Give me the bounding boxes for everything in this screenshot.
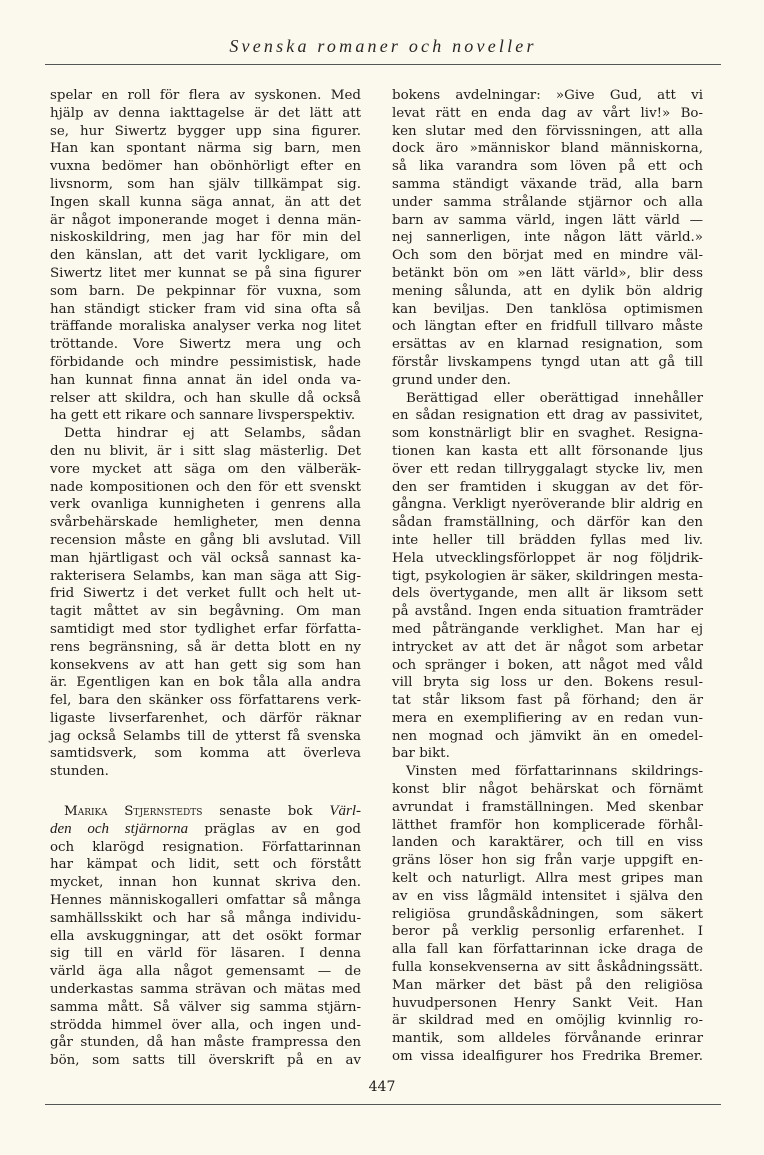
text-line: sådan framställning, och därför kan den xyxy=(392,515,703,531)
footer-rule xyxy=(45,1104,721,1105)
text-line: han ständigt sticker fram vid sina ofta så xyxy=(50,301,361,317)
text-line: vuxna bedömer han obönhörligt efter en xyxy=(50,159,361,175)
text-line: nen mognad och jämvikt än en omedel- xyxy=(392,728,703,744)
text-line: levat rätt en enda dag av vårt liv!» Bo- xyxy=(392,105,703,121)
text-line xyxy=(50,821,361,839)
text-line: sig till en värld för läsaren. I denna xyxy=(50,946,361,962)
text-line: ella avskuggningar, att det osökt formar xyxy=(50,928,361,944)
text-line: bokens avdelningar: »Give Gud, att vi xyxy=(392,88,703,103)
text-line: Berättigad eller oberättigad innehåller xyxy=(406,390,703,406)
text-line: beror på verklig personlig erfarenhet. I xyxy=(392,924,703,940)
text-line: man hjärtligast och väl också sannast ka- xyxy=(50,550,361,566)
text-line: går stunden, då han måste frampressa den xyxy=(50,1035,361,1051)
text-line: underkastas samma strävan och mätas med xyxy=(50,982,361,998)
text-line: grund under den. xyxy=(392,372,511,388)
text-line: spelar en roll för flera av syskonen. Med xyxy=(50,88,361,103)
text-line: mening sålunda, att en dylik bön aldrig xyxy=(392,283,703,299)
text-line: nade kompositionen och den för ett svenskt xyxy=(50,479,361,495)
text-line: samtidsverk, som komma att överleva xyxy=(50,746,361,762)
text-segment: präglas av en god xyxy=(188,821,361,837)
text-line: samtidigt med stor tydlighet erfar författa- xyxy=(50,621,361,637)
text-line: förbidande och mindre pessimistisk, hade xyxy=(50,354,361,370)
text-line: Och som den börjat med en mindre väl- xyxy=(392,248,703,264)
text-line: dels övertygande, men allt är liksom sett xyxy=(392,586,703,602)
text-line: vore mycket att säga om den välberäk- xyxy=(50,461,361,477)
header-rule xyxy=(45,64,721,65)
text-line xyxy=(50,803,361,821)
text-line: och klarögd resignation. Författarinnan xyxy=(50,839,361,855)
book-title: Värl- xyxy=(329,803,361,820)
text-line: Detta hindrar ej att Selambs, sådan xyxy=(64,426,361,442)
page-number: 447 xyxy=(368,1079,396,1095)
text-line: den ser framtiden i skuggan av det för- xyxy=(392,479,703,495)
text-line: gräns löser hon sig från varje uppgift en- xyxy=(392,853,703,869)
text-line: kelt och naturligt. Allra mest gripes man xyxy=(392,871,703,887)
text-line: samma mått. Så välver sig samma stjärn- xyxy=(50,999,361,1015)
text-line: frid Siwertz i det verket fullt och helt ut- xyxy=(50,586,361,602)
text-line: Hennes människogalleri omfattar så många xyxy=(50,893,361,909)
text-line: av en viss lågmäld intensitet i själva den xyxy=(392,888,703,904)
text-line: och spränger i boken, att något med våld xyxy=(392,657,703,673)
text-line: gångna. Verkligt nyeröverande blir aldrig en xyxy=(392,497,703,513)
text-line: svårbehärskade hemligheter, men denna xyxy=(50,515,361,531)
text-line: mycket, innan hon kunnat skriva den. xyxy=(50,875,361,891)
text-line: intrycket av att det är något som arbetar xyxy=(392,639,703,655)
text-line: alla fall kan författarinnan icke draga de xyxy=(392,942,703,958)
author-name: Marika Stjernstedts xyxy=(64,804,203,820)
section-gap xyxy=(50,781,361,803)
text-line: är skildrad med en omöjlig kvinnlig ro- xyxy=(392,1013,703,1029)
text-line: en sådan resignation ett drag av passivitet, xyxy=(392,408,703,424)
text-line: Man märker det bäst på den religiösa xyxy=(392,977,703,993)
text-line: se, hur Siwertz bygger upp sina figurer. xyxy=(50,123,361,139)
text-line: niskoskildring, men jag har för min del xyxy=(50,230,361,246)
text-line: strödda himmel över alla, och ingen und- xyxy=(50,1017,361,1033)
text-line: den nu blivit, är i sitt slag mästerlig. Det xyxy=(50,443,361,459)
text-line: som barn. De pekpinnar för vuxna, som xyxy=(50,283,361,299)
text-line: kan beviljas. Den tanklösa optimismen xyxy=(392,301,703,317)
text-line: så lika varandra som löven på ett och xyxy=(392,159,703,175)
paragraph xyxy=(392,390,703,764)
paragraph xyxy=(392,763,703,1066)
text-line: hjälp av denna iakttagelse är det lätt att xyxy=(50,105,361,121)
paragraph xyxy=(50,425,361,781)
text-line: är något imponerande moget i denna män- xyxy=(50,212,361,228)
text-line: träffande moraliska analyser verka nog litet xyxy=(50,319,361,335)
text-line: tigt, psykologien är säker, skildringen mesta- xyxy=(392,568,703,584)
text-line: mantik, som alldeles förvånande erinrar xyxy=(392,1031,703,1047)
text-line: barn av samma värld, ingen lätt värld — xyxy=(392,212,703,228)
text-line: bön, som satts till överskrift på en av xyxy=(50,1053,361,1069)
paragraph xyxy=(392,87,703,390)
text-line: fel, bara den skänker oss författarens verk- xyxy=(50,693,361,709)
text-line: bar bikt. xyxy=(392,746,450,762)
paragraph xyxy=(50,803,361,1070)
text-line: religiösa grundåskådningen, som säkert xyxy=(392,906,703,922)
text-line: konsekvens av att han gett sig som han xyxy=(50,657,361,673)
text-line: livsnorm, som han själv tillkämpat sig. xyxy=(50,176,361,192)
text-line: han kunnat finna annat än idel onda va- xyxy=(50,372,361,388)
text-line: ligaste livserfarenhet, och därför räknar xyxy=(50,710,361,726)
text-line: rakterisera Selambs, kan man säga att Sig- xyxy=(50,568,361,584)
text-line: tagit måttet av sin begåvning. Om man xyxy=(50,604,361,620)
text-line: tröttande. Vore Siwertz mera ung och xyxy=(50,337,361,353)
text-line: huvudpersonen Henry Sankt Veit. Han xyxy=(392,995,703,1011)
text-line: Vinsten med författarinnans skildrings- xyxy=(406,764,703,780)
paragraph xyxy=(50,87,361,425)
text-line: stunden. xyxy=(50,764,109,780)
text-segment: senaste bok xyxy=(202,804,330,820)
right-column xyxy=(392,87,703,1066)
book-title: den och stjärnorna xyxy=(50,820,189,837)
text-line: vill bryta sig loss ur den. Bokens resul- xyxy=(392,675,703,691)
text-line: under samma strålande stjärnor och alla xyxy=(392,194,703,210)
text-line: har kämpat och lidit, sett och förstått xyxy=(50,857,361,873)
text-line: ha gett ett rikare och sannare livsperspektiv. xyxy=(50,408,356,424)
text-line: betänkt bön om »en lätt värld», blir dess xyxy=(392,265,703,281)
text-line: den känslan, att det varit lyckligare, om xyxy=(50,248,361,264)
text-line: avrundat i framställningen. Med skenbar xyxy=(392,799,703,815)
text-line: ersättas av en klarnad resignation, som xyxy=(392,337,703,353)
text-line: över ett redan tillryggalagt stycke liv, men xyxy=(392,461,703,477)
text-line: jag också Selambs till de ytterst få svenska xyxy=(50,728,361,744)
text-line: värld äga alla något gemensamt — de xyxy=(50,964,361,980)
text-line: samhällsskikt och har så många individu- xyxy=(50,910,361,926)
text-line: tat står liksom fast på förhand; den är xyxy=(392,693,703,709)
text-line: relser att skildra, och han skulle då också xyxy=(50,390,361,406)
text-line: Siwertz litet mer kunnat se på sina figurer xyxy=(50,265,361,281)
left-column xyxy=(50,87,361,1070)
text-line: dock äro »människor bland människorna, xyxy=(392,141,703,157)
text-line: på avstånd. Ingen enda situation framträder xyxy=(392,604,703,620)
text-line: samma ständigt växande träd, alla barn xyxy=(392,176,703,192)
text-line: Hela utvecklingsförloppet är nog följdrik- xyxy=(392,550,703,566)
running-title: Svenska romaner och noveller xyxy=(229,36,537,56)
text-line: inte heller till brädden fyllas med liv. xyxy=(392,532,703,548)
text-line: tionen kan kasta ett allt försonande ljus xyxy=(392,443,703,459)
text-line: landen och karaktärer, och till en viss xyxy=(392,835,703,851)
text-line: Ingen skall kunna säga annat, än att det xyxy=(50,194,361,210)
text-line: om vissa idealfigurer hos Fredrika Bremer. xyxy=(392,1049,703,1065)
text-line: konst blir något behärskat och förnämt xyxy=(392,782,703,798)
text-line: rens begränsning, så är detta blott en ny xyxy=(50,639,361,655)
text-line: förstår livskampens tyngd utan att gå till xyxy=(392,354,703,370)
text-line: med påträngande verklighet. Man har ej xyxy=(392,621,703,637)
text-line: ken slutar med den förvissningen, att alla xyxy=(392,123,703,139)
text-line: Han kan spontant närma sig barn, men xyxy=(50,141,361,157)
text-line: nej sannerligen, inte någon lätt värld.» xyxy=(392,230,703,246)
text-line: recension måste en gång bli avslutad. Vill xyxy=(50,532,361,548)
text-line: lätthet framför hon komplicerade förhål- xyxy=(392,817,703,833)
text-line: är. Egentligen kan en bok tåla alla andra xyxy=(50,675,361,691)
text-line: mera en exemplifiering av en redan vun- xyxy=(392,710,703,726)
text-line: fulla konsekvenserna av sitt åskådningssätt. xyxy=(392,960,703,976)
text-line: verk ovanliga kunnigheten i genrens alla xyxy=(50,497,361,513)
text-line: och längtan efter en fridfull tillvaro måste xyxy=(392,319,703,335)
text-line: som konstnärligt blir en svaghet. Resigna- xyxy=(392,426,703,442)
